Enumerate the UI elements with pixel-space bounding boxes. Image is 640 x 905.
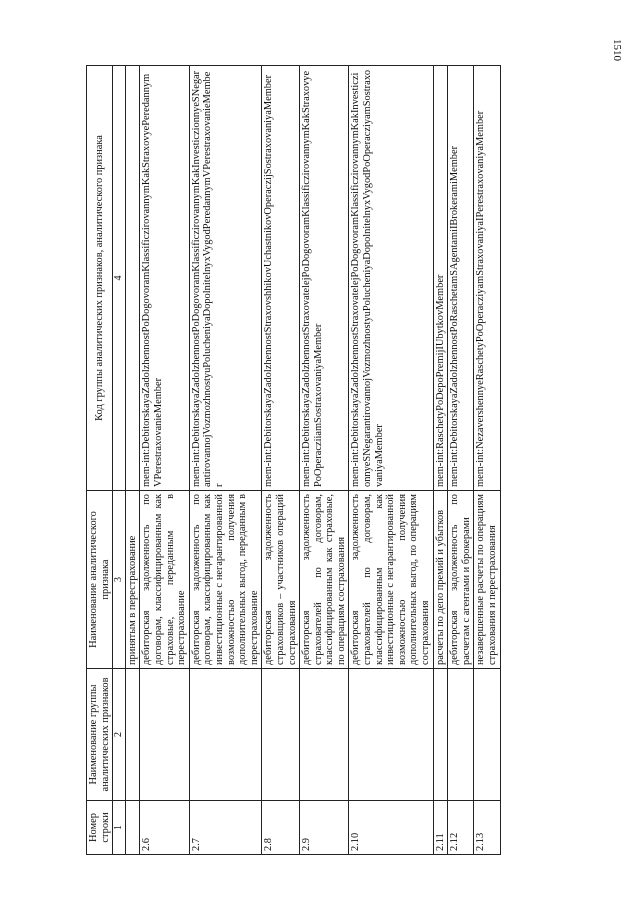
row-number: 2.12: [448, 801, 474, 855]
column-index: 4: [113, 66, 126, 491]
row-number: 2.8: [262, 801, 300, 855]
table-row: [189, 66, 262, 855]
group-name: [189, 669, 262, 801]
feature-name: дебиторская задолженность страховщиков – участников операций сострахования: [262, 491, 300, 669]
group-name: [140, 669, 189, 801]
header-feature-name: Наименование аналитического признака: [87, 491, 113, 669]
feature-code: mem-int:RaschetyPoDepoPremijIUbytkovMember: [433, 66, 448, 491]
row-number: 2.10: [349, 801, 433, 855]
table-row: [448, 66, 474, 855]
group-name: [433, 669, 448, 801]
rotated-page: [86, 65, 614, 855]
table-row: [349, 66, 433, 855]
feature-code: mem-int:NezavershennyeRaschetyPoOperacziyamStraxovaniyaIPerestraxovaniyaMember: [474, 66, 500, 491]
group-name: [300, 669, 349, 801]
feature-name: дебиторская задолженность по расчетам с агентами и брокерами: [448, 491, 474, 669]
feature-code: mem-int:DebitorskayaZadolzhennostStraxovatelejPoDogovoramKlassificzirovannymKakStraxovyePoOperaczii​amSostraxovaniyaMember: [300, 66, 349, 491]
header-row-number: Номер строки: [87, 801, 113, 855]
analytic-features-table: [86, 65, 501, 855]
header-group-name: Наименование группы аналитических признаков: [87, 669, 113, 801]
table-row: [140, 66, 189, 855]
row-number: 2.11: [433, 801, 448, 855]
column-index: 3: [113, 491, 126, 669]
feature-code: mem-int:DebitorskayaZadolzhennostStraxovatelejPoDogovoramKlassificzirovannymKakInvesticzionnyeSNegarantirovannojVozmozhnostyuPolucheniyaDopolnitelnyxVygodPoOperacziyamSostraxovaniyaMember: [349, 66, 433, 491]
table-row: [300, 66, 349, 855]
feature-name: незавершенные расчеты по операциям страхования и перестрахования: [474, 491, 500, 669]
feature-code: [125, 66, 140, 491]
feature-code: mem-int:DebitorskayaZadolzhennostPoRaschetamSAgentamiIBrokeramiMember: [448, 66, 474, 491]
feature-code: mem-int:DebitorskayaZadolzhennostPoDogovoramKlassificzirovannymKakInvesticzionnyeSNegarantirovannojVozmozhnostyuPolucheniyaDopolnitelnyxVygodPeredannymVPerestraxovanieMember: [189, 66, 262, 491]
column-index: 1: [113, 801, 126, 855]
group-name: [474, 669, 500, 801]
row-number: 2.9: [300, 801, 349, 855]
group-name: [262, 669, 300, 801]
feature-name: дебиторская задолженность страхователей по договорам, классифицированным как инвестиционные с негарантированной возможностью получения дополнительных выгод, по операциям сострахования: [349, 491, 433, 669]
feature-code: mem-int:DebitorskayaZadolzhennostStraxovshhikovUchastnikovOperaczijSostraxovaniyaMember: [262, 66, 300, 491]
feature-name: дебиторская задолженность по договорам, классифицированным как страховые, переданным в перестрахование: [140, 491, 189, 669]
feature-name: расчеты по депо премий и убытков: [433, 491, 448, 669]
header-code: Код группы аналитических признаков, аналитического признака: [87, 66, 113, 491]
table-header-row: [87, 66, 113, 855]
table-row: [262, 66, 300, 855]
table-row: [125, 66, 140, 855]
group-name: [349, 669, 433, 801]
feature-name: дебиторская задолженность страхователей по договорам, классифицированным как страховые, по операциям сострахования: [300, 491, 349, 669]
row-number: 2.7: [189, 801, 262, 855]
table-row: [474, 66, 500, 855]
row-number: 2.13: [474, 801, 500, 855]
column-index-row: [113, 66, 126, 855]
row-number: 2.6: [140, 801, 189, 855]
row-number: [125, 801, 140, 855]
feature-code: mem-int:DebitorskayaZadolzhennostPoDogovoramKlassificzirovannymKakStraxovyePeredannymVPerestraxovanieMember: [140, 66, 189, 491]
feature-name: принятым в перестрахование: [125, 491, 140, 669]
feature-name: дебиторская задолженность по договорам, классифицированным как инвестиционные с негарантированной возможностью получения дополнительных выгод, переданным в перестрахование: [189, 491, 262, 669]
table-row: [433, 66, 448, 855]
page-number: 1510: [611, 39, 623, 61]
group-name: [448, 669, 474, 801]
column-index: 2: [113, 669, 126, 801]
group-name: [125, 669, 140, 801]
